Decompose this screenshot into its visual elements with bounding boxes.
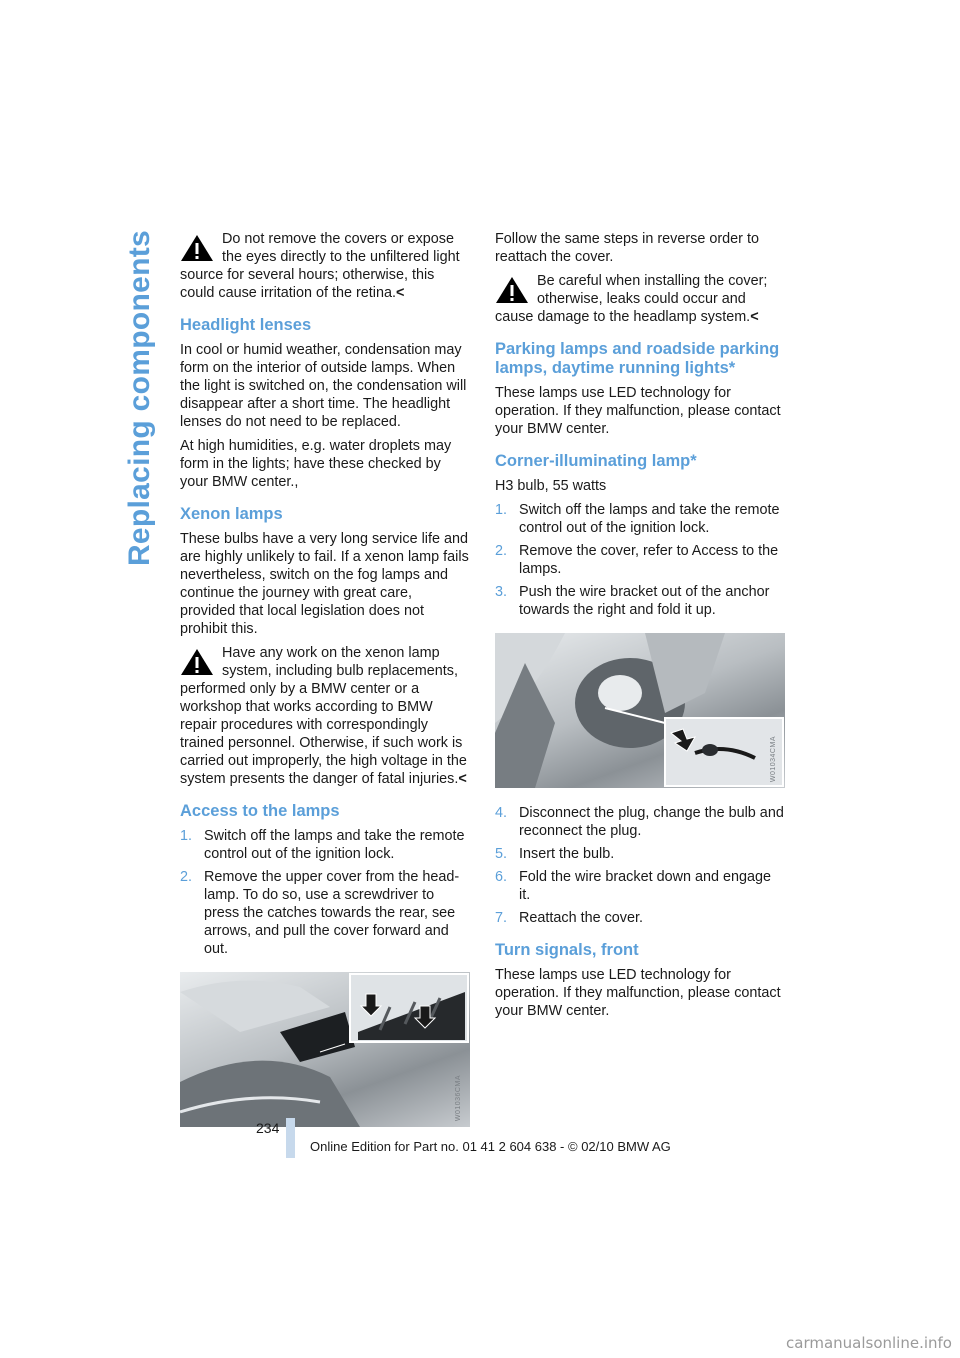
paragraph: At high humidities, e.g. water droplets may form in the lights; have these checked by your BMW center.,	[180, 438, 452, 490]
right-column	[495, 230, 785, 1026]
warning-triangle-icon	[180, 234, 214, 262]
footer-edition-text: Online Edition for Part no. 01 41 2 604 638 - © 02/10 BMW AG	[310, 1139, 671, 1154]
corner-steps-list-b	[495, 804, 785, 927]
side-section-title	[118, 230, 162, 1050]
heading-turn-signals: Turn signals, front	[495, 941, 639, 959]
heading-parking-lamps: Parking lamps and roadside parking lamps, daytime running lights*	[495, 340, 780, 377]
list-item: 1. Switch off the lamps and take the remote control out of the ignition lock.	[495, 502, 780, 536]
paragraph: H3 bulb, 55 watts	[495, 478, 607, 494]
list-item: 5. Insert the bulb.	[495, 846, 615, 862]
end-mark: <	[458, 771, 467, 787]
headlamp-cover-photo	[180, 972, 470, 1127]
list-item: 6. Fold the wire bracket down and engage it.	[495, 869, 771, 903]
warning-block-install	[495, 272, 785, 326]
heading-corner-lamp: Corner-illuminating lamp*	[495, 452, 697, 470]
paragraph: These bulbs have a very long service life and are highly unlikely to fail. If a xenon lamp fails nevertheless, switch on the fog lamps and continue the journey with great care, provided that local legislation does not prohibit this.	[180, 531, 469, 637]
warning-triangle-icon	[495, 276, 529, 304]
access-steps-list	[180, 827, 470, 958]
watermark-link[interactable]: carmanualsonline.info	[786, 1334, 952, 1352]
heading-xenon-lamps: Xenon lamps	[180, 505, 283, 523]
side-title-text: Replacing components	[123, 230, 156, 567]
paragraph: Follow the same steps in reverse order to reattach the cover.	[495, 231, 759, 265]
list-item: 7. Reattach the cover.	[495, 910, 643, 926]
warning-text: Do not remove the covers or expose the eyes directly to the unfiltered light source for several hours; otherwise, this could cause irritation of the retina.	[180, 231, 460, 301]
heading-access-to-lamps: Access to the lamps	[180, 802, 340, 820]
paragraph: In cool or humid weather, condensation may form on the interior of outside lamps. When the light is switched on, the condensation will disappear after a short time. The headlight lenses do not need to be replaced.	[180, 342, 467, 430]
list-item: 2. Remove the cover, refer to Access to the lamps.	[495, 543, 779, 577]
warning-text: Have any work on the xenon lamp system, including bulb replacements, performed only by a BMW center or a workshop that works according to BMW repair procedures with correspondingly trained personnel. Otherwise, if such work is carried out improperly, the high voltage in the system presents the danger of fatal injuries.	[180, 645, 467, 787]
corner-lamp-photo	[495, 633, 785, 788]
corner-steps-list-a	[495, 501, 785, 619]
paragraph: These lamps use LED technology for operation. If they malfunction, please contact your BMW center.	[495, 967, 781, 1019]
end-mark: <	[750, 309, 759, 325]
warning-text: Be careful when installing the cover; otherwise, leaks could occur and cause damage to the headlamp system.	[495, 273, 768, 325]
left-column	[180, 230, 470, 1143]
list-item: 4. Disconnect the plug, change the bulb and reconnect the plug.	[495, 805, 784, 839]
warning-block-cover	[180, 230, 470, 302]
list-item: 3. Push the wire bracket out of the anchor towards the right and fold it up.	[495, 584, 770, 618]
list-item: 1. Switch off the lamps and take the remote control out of the ignition lock.	[180, 828, 465, 862]
warning-triangle-icon	[180, 648, 214, 676]
page-number: 234	[256, 1120, 280, 1136]
photo-code: W01036CMA	[455, 1074, 462, 1121]
end-mark: <	[395, 285, 405, 301]
footer-accent-bar	[286, 1118, 295, 1158]
list-item: 2. Remove the upper cover from the headlamp. To do so, use a screwdriver to press the catches towards the rear, see arrows, and pull the cover forward and out.	[180, 869, 460, 957]
paragraph: These lamps use LED technology for operation. If they malfunction, please contact your BMW center.	[495, 385, 781, 437]
photo-code: W01034CMA	[770, 735, 777, 782]
warning-block-xenon	[180, 644, 470, 788]
heading-headlight-lenses: Headlight lenses	[180, 316, 312, 334]
